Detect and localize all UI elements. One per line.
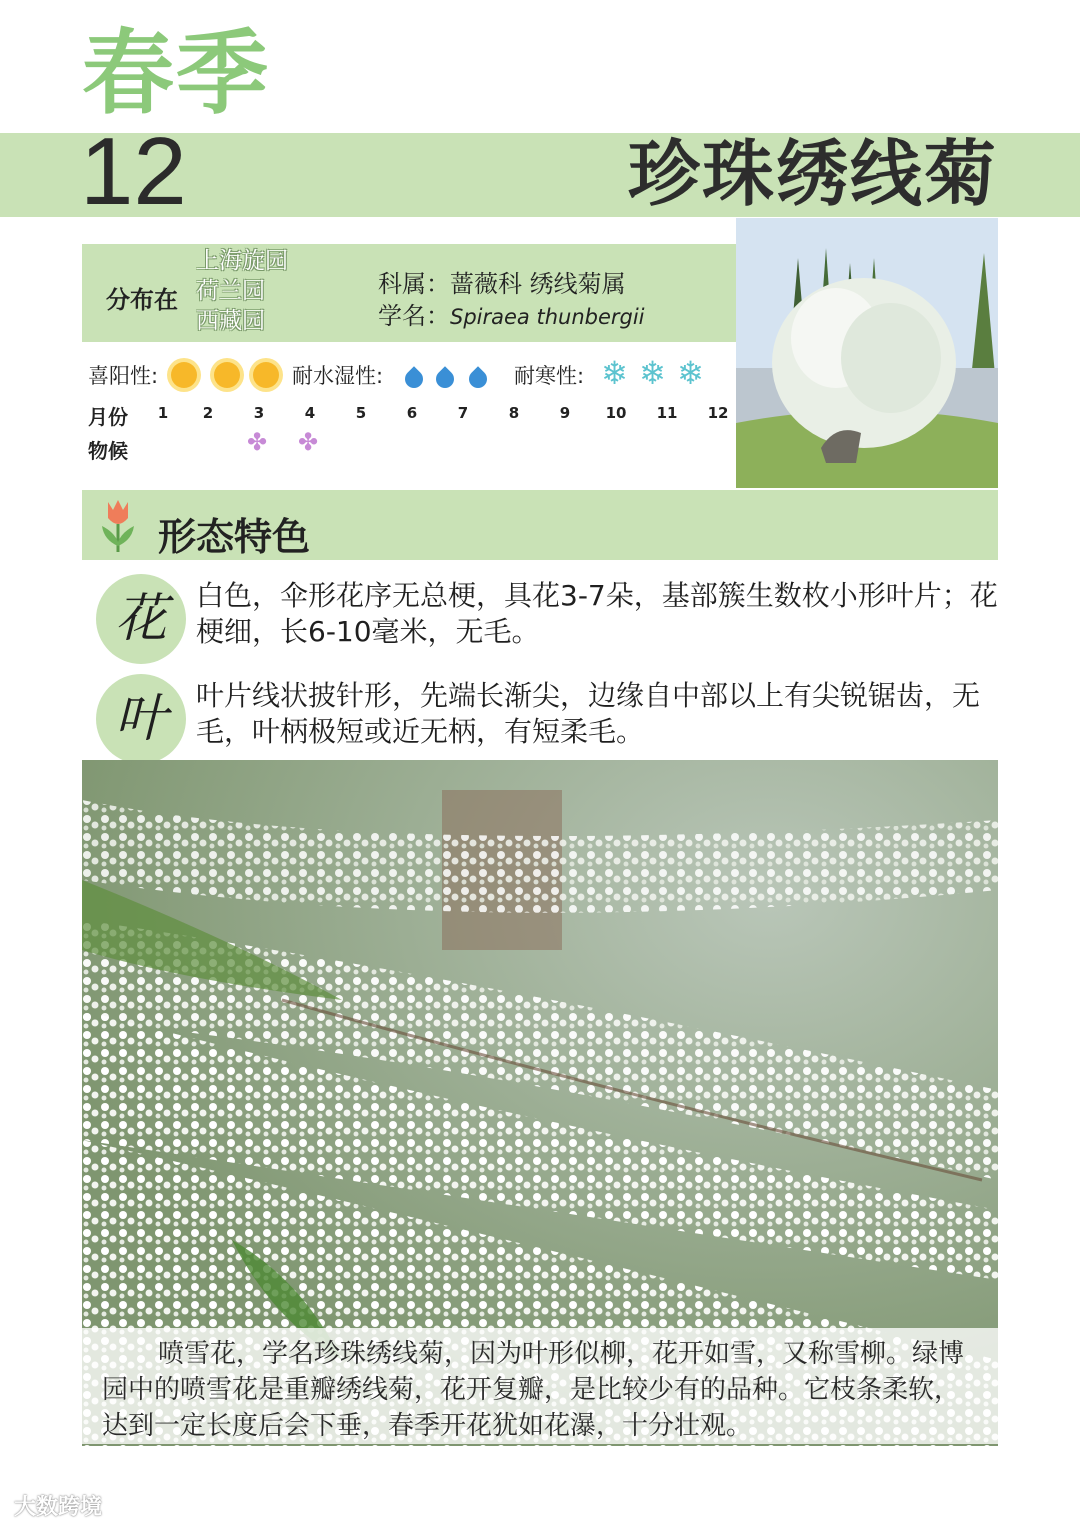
caption-text: 喷雪花，学名珍珠绣线菊，因为叶形似柳，花开如雪，又称雪柳。绿博园中的喷雪花是重瓣绣线菊，花开复瓣，是比较少有的品种。它枝条柔软，达到一定长度后会下垂，春季开花犹如花瀑，十分壮观。 [102,1339,965,1441]
sun-icon [171,362,197,388]
flowering-clover-icon: ✤ [298,428,319,456]
tree-photo [736,218,998,488]
water-label: 耐水湿性: [292,364,384,388]
sun-icon [214,362,240,388]
plant-number: 12 [80,118,187,225]
month-number: 5 [355,404,367,422]
snowflake-icon: ❄ [677,354,704,392]
month-number: 3 [253,404,265,422]
tulip-icon [98,496,138,554]
flowering-clover-icon: ✤ [247,428,268,456]
flower-description: 白色，伞形花序无总梗，具花3-7朵，基部簇生数枚小形叶片；花梗细，长6-10毫米，无毛。 [196,579,998,648]
section-title: 形态特色 [158,515,311,559]
family-genus: 科属：蔷薇科 绣线菊属 [378,270,626,298]
scientific-label: 学名： [378,302,450,330]
location-item: 上海旋园 [196,248,288,274]
month-number: 7 [457,404,469,422]
scientific-name-row [378,296,645,331]
month-number: 11 [656,404,678,422]
snowflake-icon: ❄ [601,354,628,392]
scientific-name: Spiraea thunbergii [450,305,645,329]
month-label: 月份 [88,405,128,429]
sun-icon [253,362,279,388]
month-number: 4 [304,404,316,422]
flower-char: 花 [114,589,167,649]
leaf-char: 叶 [114,689,167,749]
month-number: 6 [406,404,418,422]
location-item: 荷兰园 [196,278,265,304]
month-number: 9 [559,404,571,422]
month-number: 8 [508,404,520,422]
phenology-label: 物候 [88,439,128,463]
snowflake-icon: ❄ [639,354,666,392]
distribution-label: 分布在 [106,286,178,314]
water-drop-icon [432,366,457,391]
month-number: 10 [605,404,627,422]
watermark: 大数跨境 [14,1495,103,1520]
water-drop-icon [465,366,490,391]
leaf-description: 叶片线状披针形，先端长渐尖，边缘自中部以上有尖锐锯齿，无毛，叶柄极短或近无柄，有短柔毛。 [196,679,981,748]
cold-label: 耐寒性: [514,364,585,388]
month-number: 12 [707,404,729,422]
month-number: 1 [157,404,169,422]
water-drop-icon [401,366,426,391]
sun-label: 喜阳性: [88,364,159,388]
month-number: 2 [202,404,214,422]
location-item: 西藏园 [196,308,265,334]
plant-name: 珍珠绣线菊 [627,132,998,216]
season-title: 春季 [82,20,271,127]
